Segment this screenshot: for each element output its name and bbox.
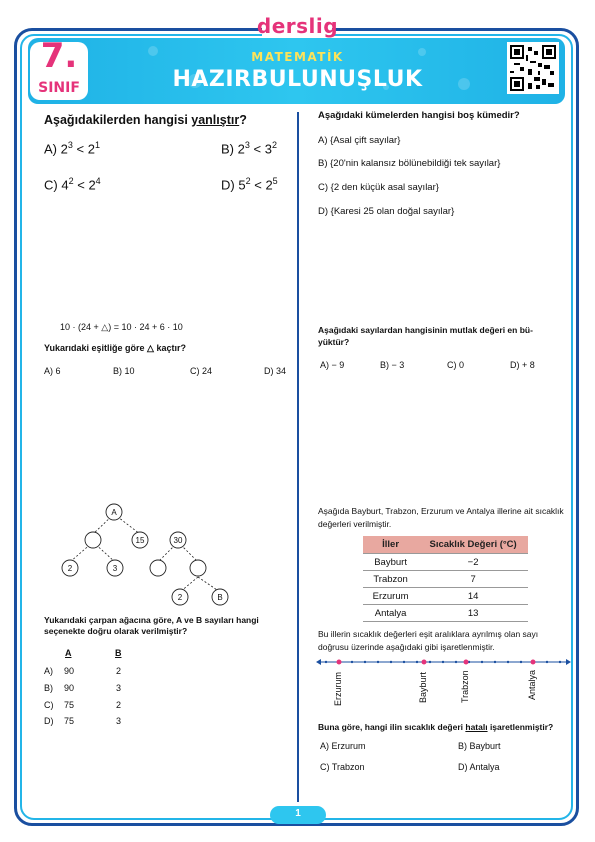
q2-option-c[interactable]: C) {2 den küçük asal sayılar} (318, 182, 439, 193)
q6-intro: Aşağıda Bayburt, Trabzon, Erzurum ve Antalya illerine ait sıcaklık değerleri verilmiştir. (318, 506, 564, 529)
grade-number: 7. (40, 36, 78, 76)
q3-stem: Yukarıdaki eşitliğe göre △ kaçtır? (44, 343, 186, 353)
table-row: Erzurum 14 (363, 588, 528, 605)
table-row: Antalya 13 (363, 605, 528, 622)
q1-option-a[interactable]: A) $2^3 < 2^1$ (44, 140, 100, 157)
table-row: Bayburt −2 (363, 554, 528, 571)
q2-option-a[interactable]: A) {Asal çift sayılar} (318, 135, 401, 146)
numline-point-trabzon (464, 660, 469, 665)
question-2-stem: Aşağıdaki kümelerden hangisi boş kümedir? (318, 110, 520, 121)
q4-option-d[interactable]: D) + 8 (510, 360, 535, 370)
tree-label-a: A (111, 508, 117, 517)
factor-tree-diagram (48, 502, 288, 610)
table-header-city: İller (363, 536, 418, 554)
q6-middle-text: Bu illerin sıcaklık değerleri eşit aralıklara ayrılmış olan sayı doğrusu üzerinde aşağıdaki gibi işaretlenmiştir. (318, 629, 539, 652)
q3-option-b[interactable]: B) 10 (113, 366, 135, 376)
qr-code-icon[interactable] (507, 42, 559, 94)
number-line (316, 655, 572, 669)
numline-label-antalya: Antalya (527, 669, 537, 700)
q1-option-c[interactable]: C) $4^2 < 2^4$ (44, 176, 101, 193)
tree-node-empty-1 (85, 532, 101, 548)
temperature-table (363, 536, 528, 622)
column-divider (297, 112, 299, 802)
numline-label-trabzon: Trabzon (460, 670, 470, 703)
tree-label-2a: 2 (67, 564, 73, 573)
numline-label-erzurum: Erzurum (333, 671, 343, 706)
numline-label-bayburt: Bayburt (418, 671, 428, 703)
q1-option-b[interactable]: B) $2^3 < 3^2$ (221, 140, 277, 157)
q4-option-b[interactable]: B) − 3 (380, 360, 405, 370)
tree-label-15: 15 (135, 536, 145, 545)
q5-col-a-header: A (65, 648, 72, 658)
numline-point-bayburt (422, 660, 427, 665)
tree-label-3: 3 (112, 564, 118, 573)
q5-stem: Yukarıdaki çarpan ağacına göre, A ve B sayıları hangi seçenekte doğru olarak verilmiştir? (44, 615, 259, 636)
numline-point-erzurum (337, 660, 342, 665)
tree-node-empty-2 (150, 560, 166, 576)
page-title: HAZIRBULUNUŞLUK (172, 67, 423, 92)
q6-option-a[interactable]: A) Erzurum (320, 741, 366, 751)
q3-option-a[interactable]: A) 6 (44, 366, 61, 376)
brand-logo: derslig (256, 14, 339, 38)
q4-option-c[interactable]: C) 0 (447, 360, 465, 370)
grade-label: SINIF (38, 80, 80, 96)
q5-option-a[interactable]: A) 90 2 (44, 666, 122, 676)
q5-col-b-header: B (115, 648, 122, 658)
tree-label-2b: 2 (177, 593, 183, 602)
q6-option-b[interactable]: B) Bayburt (458, 741, 501, 751)
tree-label-30: 30 (173, 536, 183, 545)
question-1 (44, 112, 292, 128)
q2-option-b[interactable]: B) {20'nin kalansız bölünebildiği tek sayılar} (318, 158, 501, 169)
q6-option-c[interactable]: C) Trabzon (320, 762, 365, 772)
table-header-temp: Sıcaklık Değeri (°C) (418, 536, 528, 554)
tree-label-b: B (217, 593, 223, 602)
q5-option-c[interactable]: C) 75 2 (44, 700, 122, 710)
q5-option-d[interactable]: D) 75 3 (44, 716, 122, 726)
table-row: Trabzon 7 (363, 571, 528, 588)
q3-equation: 10 · (24 + △) = 10 · 24 + 6 · 10 (60, 322, 183, 332)
question-1-stem: Aşağıdakilerden hangisi yanlıştır? (44, 113, 247, 127)
q3-option-d[interactable]: D) 34 (264, 366, 287, 376)
q1-option-d[interactable]: D) $5^2 < 2^5$ (221, 176, 278, 193)
q3-option-c[interactable]: C) 24 (190, 366, 213, 376)
q4-stem: Aşağıdaki sayılardan hangisinin mutlak değeri en bü- yüktür? (318, 325, 533, 347)
numline-point-antalya (531, 660, 536, 665)
q6-stem: Buna göre, hangi ilin sıcaklık değeri hatalı işaretlenmiştir? (318, 722, 554, 732)
page-number: 1 (295, 808, 301, 819)
q4-option-a[interactable]: A) − 9 (320, 360, 345, 370)
q6-option-d[interactable]: D) Antalya (458, 762, 500, 772)
subject-title: MATEMATİK (251, 50, 344, 64)
q2-option-d[interactable]: D) {Karesi 25 olan doğal sayılar} (318, 206, 455, 217)
tree-node-empty-3 (190, 560, 206, 576)
q5-option-b[interactable]: B) 90 3 (44, 683, 122, 693)
